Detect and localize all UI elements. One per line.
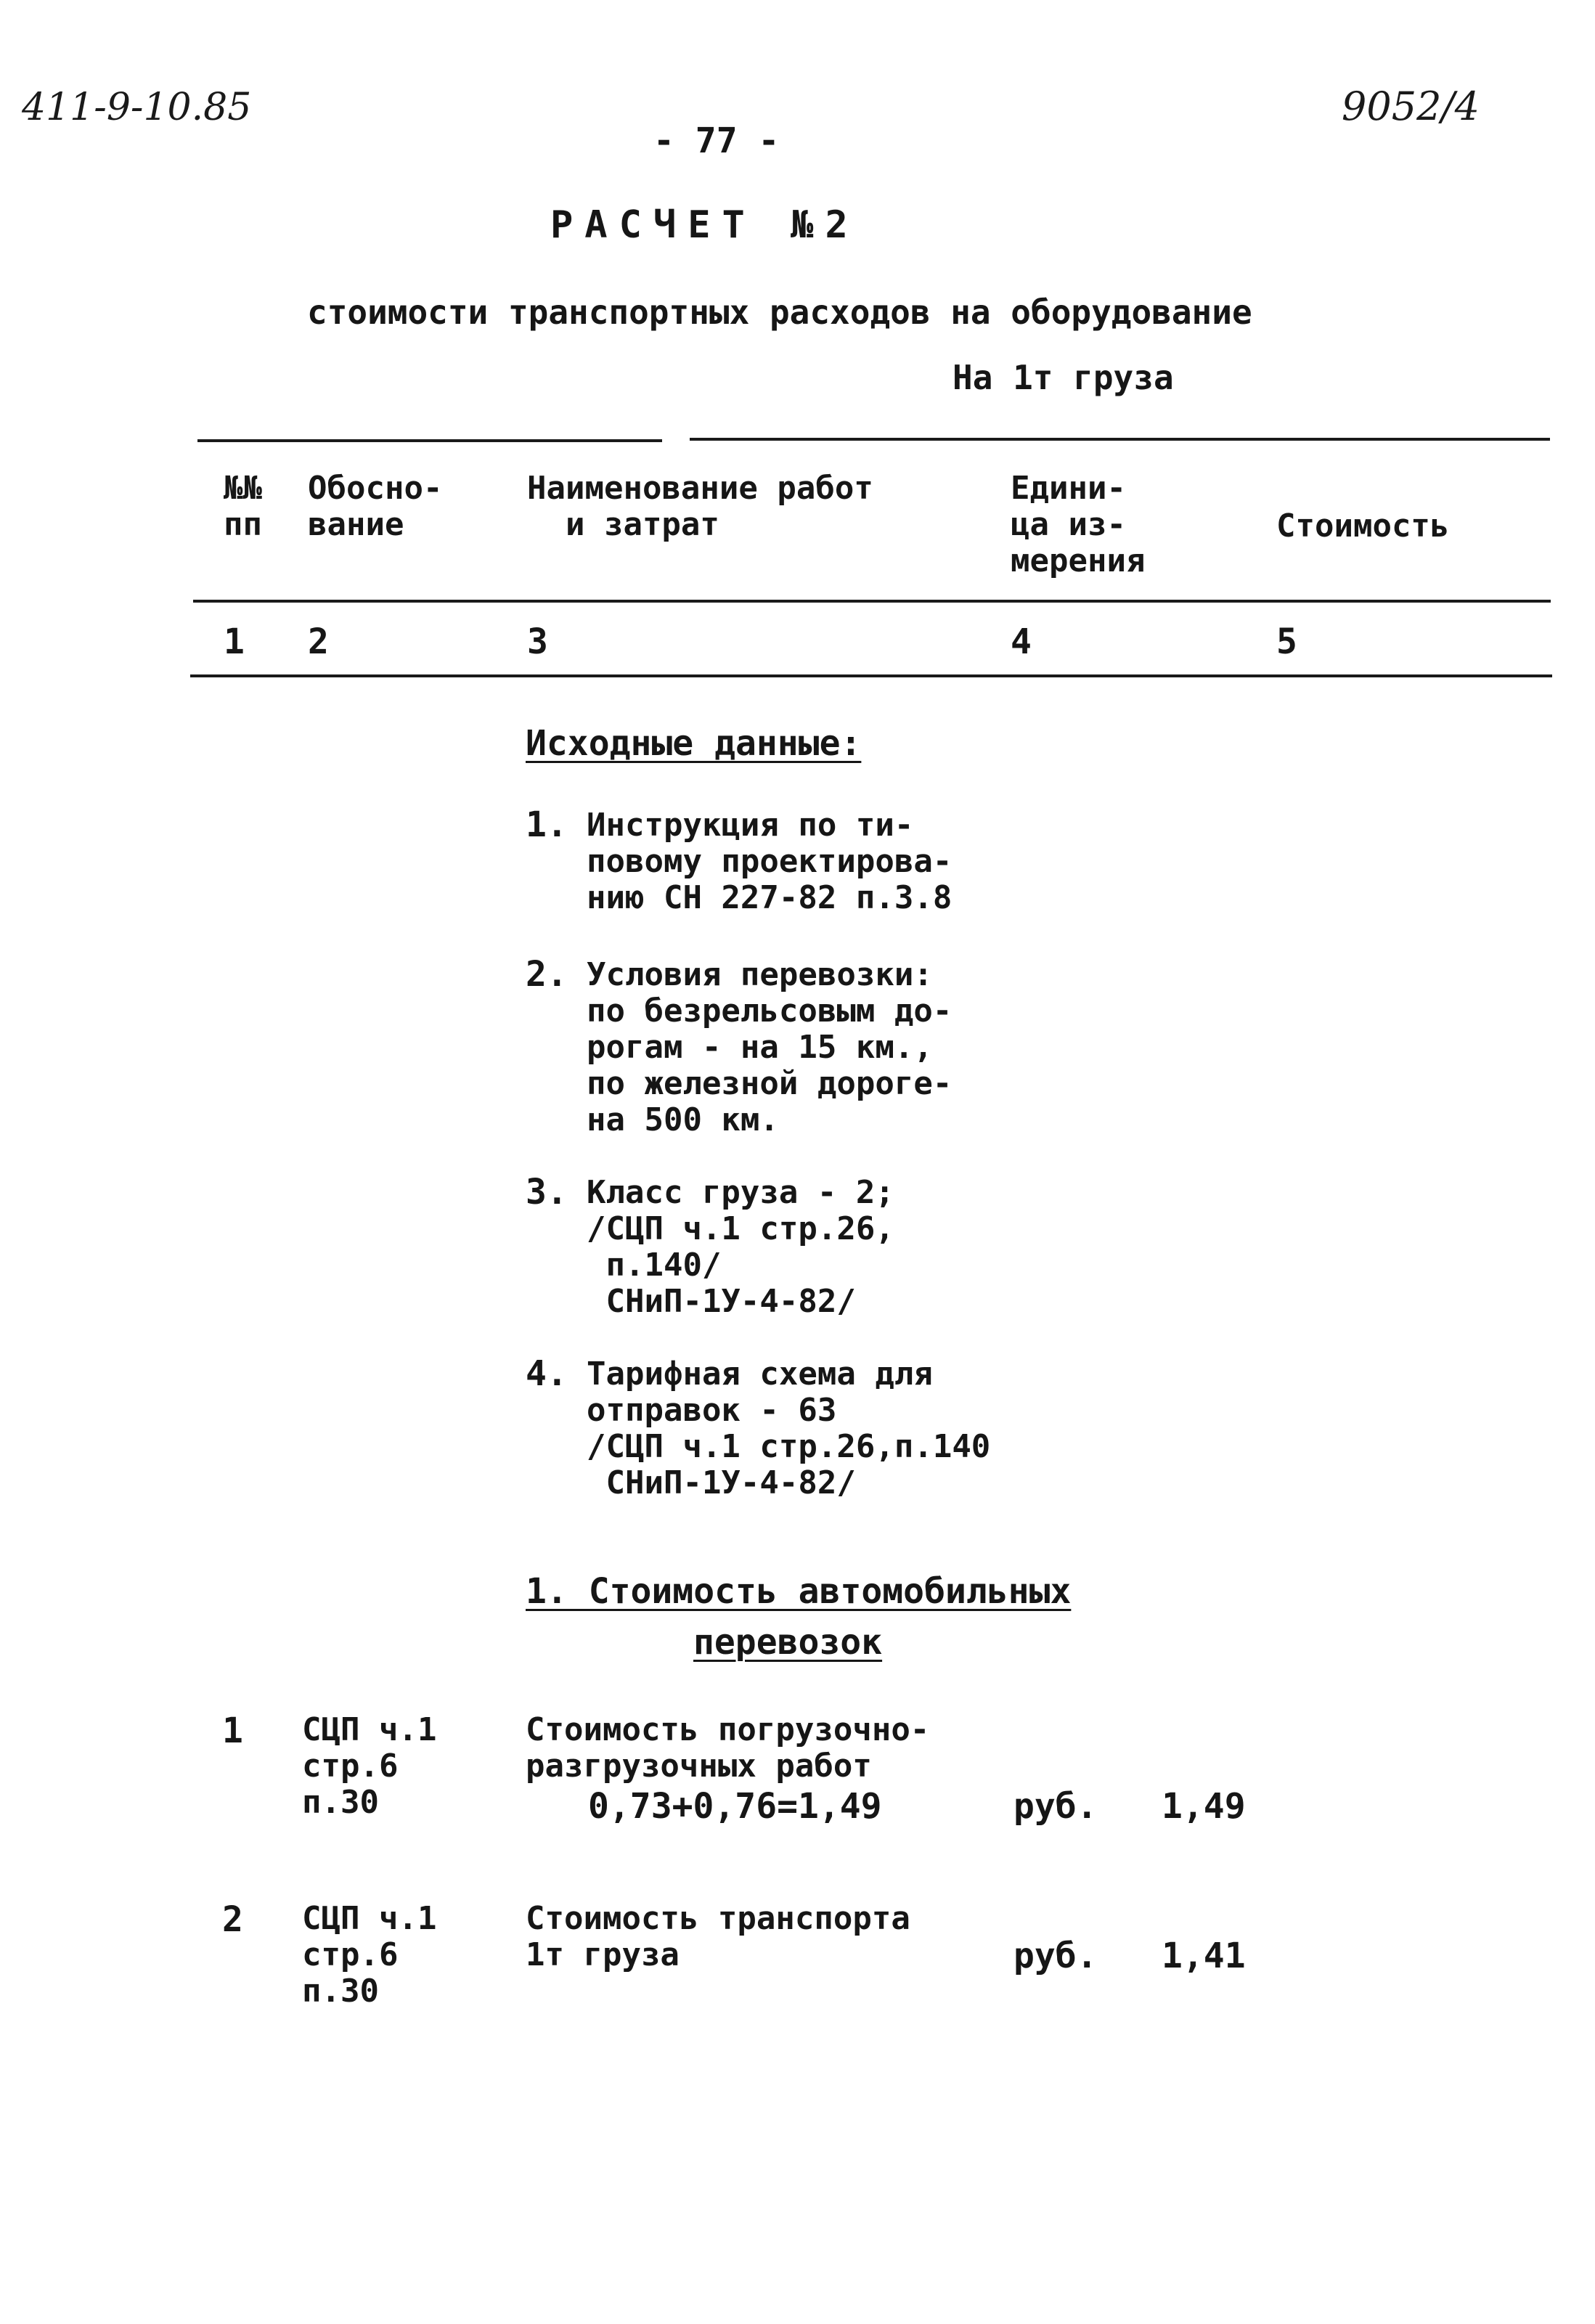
document-code: 411-9-10.85 xyxy=(22,86,252,129)
header-middle-rule xyxy=(193,600,1551,603)
row-number: 2 xyxy=(222,1899,243,1940)
initial-item-text: Условия перевозки: по безрельсовым до- рогам - на 15 км., по железной дороге- на 500 км. xyxy=(587,956,952,1138)
header-name: Наименование работ и затрат xyxy=(527,470,873,543)
row-basis: СЦП ч.1 стр.6 п.30 xyxy=(302,1900,437,2010)
header-unit: Едини- ца из- мерения xyxy=(1011,470,1146,579)
row-basis: СЦП ч.1 стр.6 п.30 xyxy=(302,1711,437,1821)
page-number: - 77 - xyxy=(653,121,780,161)
initial-item-number: 1. xyxy=(526,804,568,845)
initial-item-text: Тарифная схема для отправок - 63 /СЦП ч.1 стр.26,п.140 СНиП-1У-4-82/ xyxy=(587,1355,991,1501)
section-title-continued: перевозок xyxy=(693,1622,883,1663)
initial-item-number: 2. xyxy=(526,954,568,995)
row-unit: руб. xyxy=(1013,1936,1098,1976)
column-number-5: 5 xyxy=(1276,621,1297,662)
column-number-1: 1 xyxy=(224,621,245,662)
initial-item-number: 4. xyxy=(526,1353,568,1394)
row-name: Стоимость транспорта 1т груза xyxy=(526,1900,910,1973)
unit-basis: На 1т груза xyxy=(952,358,1174,397)
initial-data-heading: Исходные данные: xyxy=(526,723,862,764)
initial-item-text: Инструкция по ти- повому проектирова- нию СН 227-82 п.3.8 xyxy=(587,807,952,916)
header-bottom-rule xyxy=(190,674,1552,677)
row-name: Стоимость погрузочно- разгрузочных работ xyxy=(526,1711,930,1785)
row-cost: 1,49 xyxy=(1162,1786,1246,1827)
column-number-4: 4 xyxy=(1011,621,1032,662)
page-subtitle: стоимости транспортных расходов на оборудование xyxy=(307,293,1252,332)
header-basis: Обосно- вание xyxy=(308,470,443,543)
page-title: РАСЧЕТ №2 xyxy=(550,203,860,247)
column-number-3: 3 xyxy=(527,621,548,662)
header-number: №№ пп xyxy=(224,470,262,543)
header-top-rule-left xyxy=(197,439,662,442)
row-cost: 1,41 xyxy=(1162,1936,1246,1976)
row-number: 1 xyxy=(222,1711,243,1751)
row-formula: 0,73+0,76=1,49 xyxy=(588,1786,882,1827)
section-title: 1. Стоимость автомобильных xyxy=(526,1571,1072,1612)
archive-number: 9052/4 xyxy=(1342,83,1480,129)
column-number-2: 2 xyxy=(308,621,329,662)
initial-item-number: 3. xyxy=(526,1172,568,1212)
row-unit: руб. xyxy=(1013,1786,1098,1827)
header-top-rule-right xyxy=(690,438,1550,441)
initial-item-text: Класс груза - 2; /СЦП ч.1 стр.26, п.140/ СНиП-1У-4-82/ xyxy=(587,1174,894,1320)
header-cost: Стоимость xyxy=(1276,507,1450,545)
